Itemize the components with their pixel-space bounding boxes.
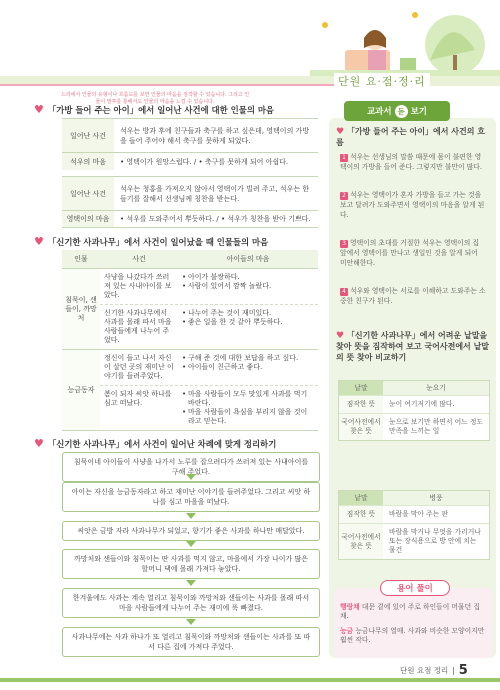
flow-step: 씨앗은 금방 자라 사과나무가 되었고, 향기가 좋은 사과를 하나만 매달았다.: [62, 521, 320, 541]
heart-icon: ♥: [34, 437, 44, 450]
number-badge: 2: [340, 192, 348, 200]
arrow-down-icon: [186, 580, 196, 586]
table-row: 사냥을 나갔다가 쓰러져 있는 사내아이를 보았다. • 아이가 불쌍하다. • 사람이 있어서 깜짝 놀랐다.: [100, 269, 318, 304]
table-row: 일어난 사건 석우는 방과 후에 친구들과 축구를 하고 싶은데, 영택이의 가방을 들어 주어야 해서 축구를 못하게 되었다.: [62, 118, 318, 152]
flow-step: 아이는 자신을 능금동자라고 하고 재미난 이야기를 들려주었다. 그리고 씨앗 하나를 심고 마을을 떠났다.: [62, 482, 320, 512]
arrow-down-icon: [186, 513, 196, 519]
number-badge: 4: [340, 288, 348, 296]
table-row: 석우의 마음 • 영택이가 원망스럽다. / • 축구를 못하게 되어 아쉽다.: [62, 152, 318, 170]
footer-label: 단원 요점 정리: [400, 665, 449, 675]
heart-icon: ♥: [34, 235, 44, 248]
footer-divider: [0, 678, 500, 682]
table-header: 인물 사건 아이들의 마음: [62, 250, 318, 268]
table-row: 짐작한 뜻 바람을 막아 주는 판: [339, 505, 489, 523]
table-row: 짐작한 뜻 눈이 여기저기에 많다.: [339, 395, 489, 413]
flow-step: 사과나무에는 사과 하나가 또 열리고 침묵이와 까망처와 샌들이는 사과를 또 따서 다른 집에 가져다 주었다.: [62, 627, 320, 657]
section2-title: ♥ 「신기한 사과나무」에서 사건이 일어났을 때 인물들의 마음: [34, 235, 269, 248]
unit-title: 단원 요·점·정·리: [334, 73, 430, 89]
table-row: 일어난 사건 석우는 청홍을 가져오지 않아서 영택이가 빌려 주고, 석우는 한들기를 잘해서 선생님께 칭찬을 받는다.: [62, 176, 318, 210]
table-row: 국어사전에서 찾은 뜻 눈으로 보기만 하면서 어느 정도 만족을 느끼는 일: [339, 413, 489, 440]
vocab-title: 용어 풀이: [380, 580, 450, 596]
arrow-down-icon: [186, 619, 196, 625]
sidebar-section1-title: ♥ 「가방 들어 주는 아이」에서 사건의 흐름: [336, 127, 485, 147]
flow-step: 침묵이네 아이들이 사냥을 나가서 노루를 잡으려다가 쓰러져 있는 사내아이를 구해 주었다.: [62, 452, 320, 482]
page-footer: 단원 요점 정리 | 5: [400, 662, 468, 678]
character-table: [62, 250, 318, 431]
vocab-item: 능금 능금나무의 열매. 사과와 비슷한 모양이지만 훨씬 작다.: [340, 627, 485, 644]
header-divider: [0, 84, 390, 86]
list-item: 1 석우는 선생님의 말씀 때문에 몸이 불편한 영택이의 가방을 들어 준다. 그렇지만 불만이 많다.: [340, 153, 483, 171]
page-number: 5: [458, 662, 468, 678]
table-group: 능금동자 정신이 들고 나서 자신이 살던 곳의 재미난 이야기를 들려주었다. • 구해 준 것에 대한 보답을 하고 싶다. • 아이들이 친근하고 좋다. 봄이 되자 씨앗 하나를 심고 떠났다. • 마을 사람들이 모두 맛있게 사과를 먹기 바란다. • 마을 사람들이 욕심을 부리지 않을 것이라고 믿는다.: [62, 349, 318, 431]
table-group: 침묵이, 샌들이, 까망처 사냥을 나갔다가 쓰러져 있는 사내아이를 보았다. • 아이가 불쌍하다. • 사람이 있어서 깜짝 놀랐다. 신기한 사과나무에서 사과를 몰래 따서 마을 사람들에게 나누어 주었다. • 나누어 주는 것이 재미있다. • 좋은 일을 한 것 같아 뿌듯하다.: [62, 268, 318, 349]
word-table: 낱말 병풍 짐작한 뜻 바람을 막아 주는 판 국어사전에서 찾은 뜻 바람을 막거나 무엇을 가리거나 또는 장식용으로 방 안에 치는 물건: [338, 490, 490, 560]
arrow-down-icon: [186, 541, 196, 547]
table-row: 봄이 되자 씨앗 하나를 심고 떠났다. • 마을 사람들이 모두 맛있게 사과를 먹기 바란다. • 마을 사람들이 욕심을 부리지 않을 것이라고 믿는다.: [100, 385, 318, 430]
intro-text: 드리에서 인물의 유형이나 흐름도를 보면 인물의 마음을 짐작할 수 있습니다. 그리고 인물이 말투를 통해서도 인물의 마음을 느낄 수 있습니다.: [60, 92, 250, 105]
list-item: 4 석우와 영택이는 서로를 이해하고 도와주는 소중한 친구가 된다.: [340, 287, 486, 305]
flow-step: 까망처와 샌들이와 침묵이는 딴 사과를 먹지 않고, 마을에서 가장 나이가 많은 할머니 댁에 몰래 가져다 놓았다.: [62, 549, 320, 579]
sidebar-section2-title: ♥ 「신기한 사과나무」에서 어려운 낱말을 찾아 뜻을 짐작하여 보고 국어사전에서 낱말의 뜻 찾아 비교하기: [336, 331, 490, 362]
arrow-down-icon: [186, 474, 196, 480]
vocab-item: 행랑채 대문 곁에 있어 주로 하인들이 머물던 집채.: [340, 603, 480, 620]
heart-icon: ♥: [34, 103, 44, 116]
table-row: 정신이 들고 나서 자신이 살던 곳의 재미난 이야기를 들려주었다. • 구해 준 것에 대한 보답을 하고 싶다. • 아이들이 친근하고 좋다.: [100, 350, 318, 385]
section3-title: ♥ 「신기한 사과나무」에서 사건이 일어난 차례에 맞게 정리하기: [34, 437, 277, 450]
heart-icon: ♥: [336, 127, 345, 137]
table-row: 영택이의 마음 • 석우를 도와주어서 뿌듯하다. / • 석우가 칭찬을 받아 기쁘다.: [62, 210, 318, 228]
vocab-box: [334, 588, 492, 658]
word-table: 낱말 눈요기 짐작한 뜻 눈이 여기저기에 많다. 국어사전에서 찾은 뜻 눈으로 보기만 하면서 어느 정도 만족을 느끼는 일: [338, 380, 490, 441]
section1-title: ♥ 「가방 들어 주는 아이」에서 일어난 사건에 대한 인물의 마음: [34, 103, 275, 116]
table-row: 신기한 사과나무에서 사과를 몰래 따서 마을 사람들에게 나누어 주었다. • 나누어 주는 것이 재미있다. • 좋은 일을 한 것 같아 뿌듯하다.: [100, 304, 318, 349]
list-item: 3 영택이의 초대를 거절한 석우는 영택이의 집 앞에서 영택이를 만나고 생일인 것을 알게 되어 미안해한다.: [340, 239, 479, 267]
list-item: 2 석우는 영택이가 혼자 가방을 들고 가는 것을 보고 달려가 도와주면서 영택이의 마음을 알게 된다.: [340, 191, 485, 219]
number-badge: 3: [340, 240, 348, 248]
number-badge: 1: [340, 154, 348, 162]
heart-icon: ♥: [336, 331, 345, 341]
table-row: 국어사전에서 찾은 뜻 바람을 막거나 무엇을 가리거나 또는 장식용으로 방 안에 치는 물건: [339, 523, 489, 559]
sidebar-title: 교과서 돋 보기: [344, 101, 450, 121]
flow-step: 한겨울에도 사과는 계속 열리고 침묵이와 까망처와 샌들이는 사과를 몰래 따서 마을 사람들에게 나누어 주는 재미에 푹 빠졌다.: [62, 588, 320, 618]
